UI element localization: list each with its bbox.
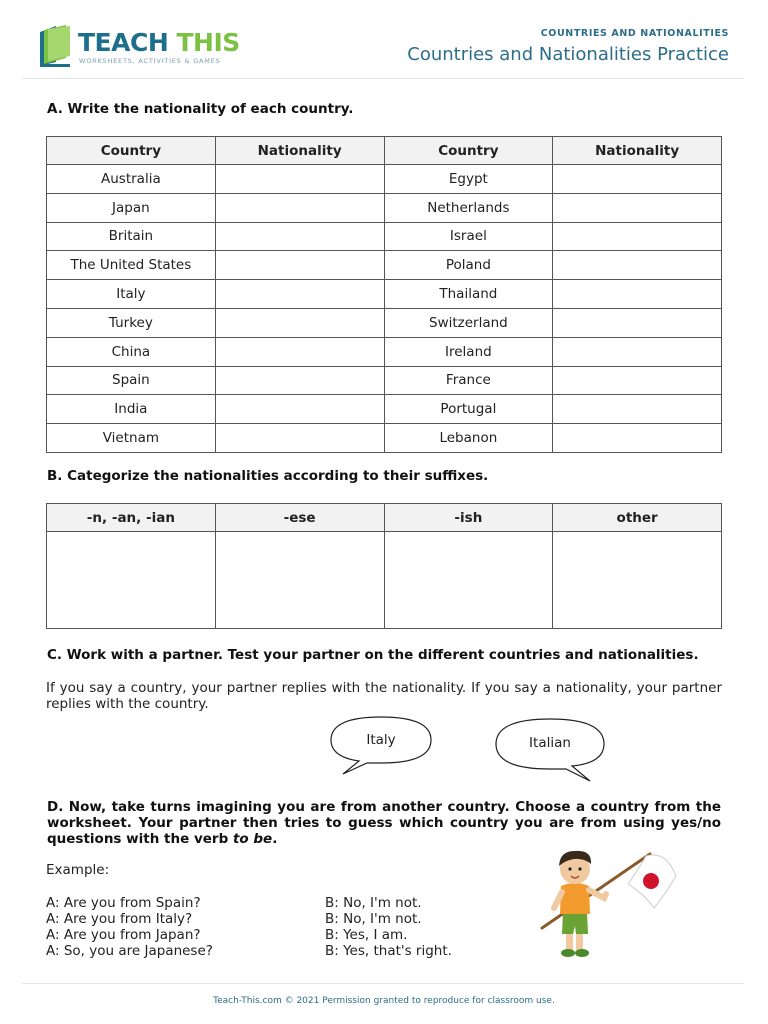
logo-wordmark-this: THIS <box>176 28 240 57</box>
table-row <box>47 193 722 222</box>
section-d-heading-verb: to be <box>232 831 273 847</box>
country-cell: Thailand <box>384 280 553 309</box>
suffix-answer-cell[interactable] <box>384 532 553 629</box>
table-row <box>47 366 722 395</box>
dialogue-line-b: B: Yes, that's right. <box>325 943 452 959</box>
table-row <box>47 308 722 337</box>
nationality-answer-cell[interactable] <box>553 366 722 395</box>
section-a-heading: A. Write the nationality of each country. <box>47 101 354 117</box>
suffix-answer-cell[interactable] <box>553 532 722 629</box>
table-header-row <box>47 504 722 532</box>
logo-wordmark <box>78 28 240 57</box>
table-row <box>47 395 722 424</box>
table-row <box>47 251 722 280</box>
dialogue-line-b: B: No, I'm not. <box>325 911 422 927</box>
country-cell: Ireland <box>384 337 553 366</box>
book-logo-icon <box>36 24 76 68</box>
nationality-answer-cell[interactable] <box>553 395 722 424</box>
page-header <box>0 0 768 78</box>
suffix-column-header: -ish <box>384 504 553 532</box>
section-b-heading: B. Categorize the nationalities according to their suffixes. <box>47 468 489 484</box>
nationality-answer-cell[interactable] <box>215 193 384 222</box>
nationality-answer-cell[interactable] <box>215 424 384 453</box>
speech-bubble-nationality <box>494 717 606 783</box>
country-cell: India <box>47 395 216 424</box>
table-row <box>47 165 722 194</box>
suffix-table <box>46 503 722 629</box>
dialogue-speaker-b <box>325 895 452 959</box>
dialogue-line-a: A: So, you are Japanese? <box>46 943 213 959</box>
section-c-heading: C. Work with a partner. Test your partner on the different countries and nationalities. <box>47 647 699 663</box>
dialogue-line-a: A: Are you from Italy? <box>46 911 193 927</box>
country-cell: France <box>384 366 553 395</box>
nationality-answer-cell[interactable] <box>215 395 384 424</box>
table-row <box>47 424 722 453</box>
logo-wordmark-teach: TEACH <box>78 28 169 57</box>
country-cell: Australia <box>47 165 216 194</box>
nationality-answer-cell[interactable] <box>553 165 722 194</box>
nationality-answer-cell[interactable] <box>553 308 722 337</box>
nationality-answer-cell[interactable] <box>215 280 384 309</box>
country-cell: Lebanon <box>384 424 553 453</box>
country-cell: Egypt <box>384 165 553 194</box>
nationality-answer-cell[interactable] <box>215 222 384 251</box>
table-row <box>47 280 722 309</box>
country-cell: Turkey <box>47 308 216 337</box>
boy-with-japan-flag-illustration <box>536 846 686 962</box>
table-row <box>47 337 722 366</box>
country-cell: Japan <box>47 193 216 222</box>
japan-flag-sun-icon <box>643 873 659 889</box>
worksheet-title: Countries and Nationalities Practice <box>407 44 729 65</box>
column-header: Nationality <box>553 137 722 165</box>
speech-bubble-nationality-text: Italian <box>529 735 571 751</box>
nationality-answer-cell[interactable] <box>553 337 722 366</box>
nationality-answer-cell[interactable] <box>215 308 384 337</box>
header-divider <box>22 78 744 79</box>
country-cell: China <box>47 337 216 366</box>
country-cell: Spain <box>47 366 216 395</box>
nationality-answer-cell[interactable] <box>215 366 384 395</box>
logo-tagline: WORKSHEETS, ACTIVITIES & GAMES <box>79 57 221 65</box>
country-cell: Portugal <box>384 395 553 424</box>
dialogue-line-b: B: Yes, I am. <box>325 927 408 943</box>
section-d-heading-end: . <box>272 831 278 847</box>
dialogue-speaker-a <box>46 895 213 959</box>
nationality-answer-cell[interactable] <box>553 280 722 309</box>
nationality-answer-cell[interactable] <box>553 222 722 251</box>
table-row <box>47 532 722 629</box>
suffix-answer-cell[interactable] <box>215 532 384 629</box>
teach-this-logo[interactable] <box>36 24 240 70</box>
section-d-heading-text: D. Now, take turns imagining you are from another country. Choose a country from the worksheet. Your partner then tries to guess which country you are from using yes/no questions with the verb <box>47 799 721 847</box>
suffix-column-header: other <box>553 504 722 532</box>
column-header: Country <box>47 137 216 165</box>
copyright-footer: Teach-This.com © 2021 Permission granted to reproduce for classroom use. <box>213 996 555 1006</box>
country-cell: Poland <box>384 251 553 280</box>
column-header: Country <box>384 137 553 165</box>
nationality-answer-cell[interactable] <box>215 337 384 366</box>
table-header-row <box>47 137 722 165</box>
country-cell: Netherlands <box>384 193 553 222</box>
footer-divider <box>22 983 744 984</box>
suffix-column-header: -n, -an, -ian <box>47 504 216 532</box>
nationality-answer-cell[interactable] <box>553 193 722 222</box>
country-cell: Vietnam <box>47 424 216 453</box>
dialogue-line-b: B: No, I'm not. <box>325 895 422 911</box>
suffix-column-header: -ese <box>215 504 384 532</box>
nationality-answer-cell[interactable] <box>215 251 384 280</box>
table-row <box>47 222 722 251</box>
nationality-answer-cell[interactable] <box>553 251 722 280</box>
country-cell: Britain <box>47 222 216 251</box>
country-cell: Israel <box>384 222 553 251</box>
speech-bubble-country-text: Italy <box>366 732 396 748</box>
nationality-table <box>46 136 722 453</box>
nationality-answer-cell[interactable] <box>553 424 722 453</box>
country-cell: The United States <box>47 251 216 280</box>
dialogue-line-a: A: Are you from Japan? <box>46 927 201 943</box>
example-label: Example: <box>46 862 110 878</box>
column-header: Nationality <box>215 137 384 165</box>
speech-bubble-country <box>329 715 433 777</box>
dialogue-line-a: A: Are you from Spain? <box>46 895 201 911</box>
country-cell: Italy <box>47 280 216 309</box>
nationality-answer-cell[interactable] <box>215 165 384 194</box>
worksheet-topic: COUNTRIES AND NATIONALITIES <box>540 28 729 39</box>
section-c-instructions: If you say a country, your partner replies with the nationality. If you say a nationality, your partner replies with the country. <box>46 680 722 712</box>
suffix-answer-cell[interactable] <box>47 532 216 629</box>
section-d-heading <box>47 799 721 847</box>
country-cell: Switzerland <box>384 308 553 337</box>
